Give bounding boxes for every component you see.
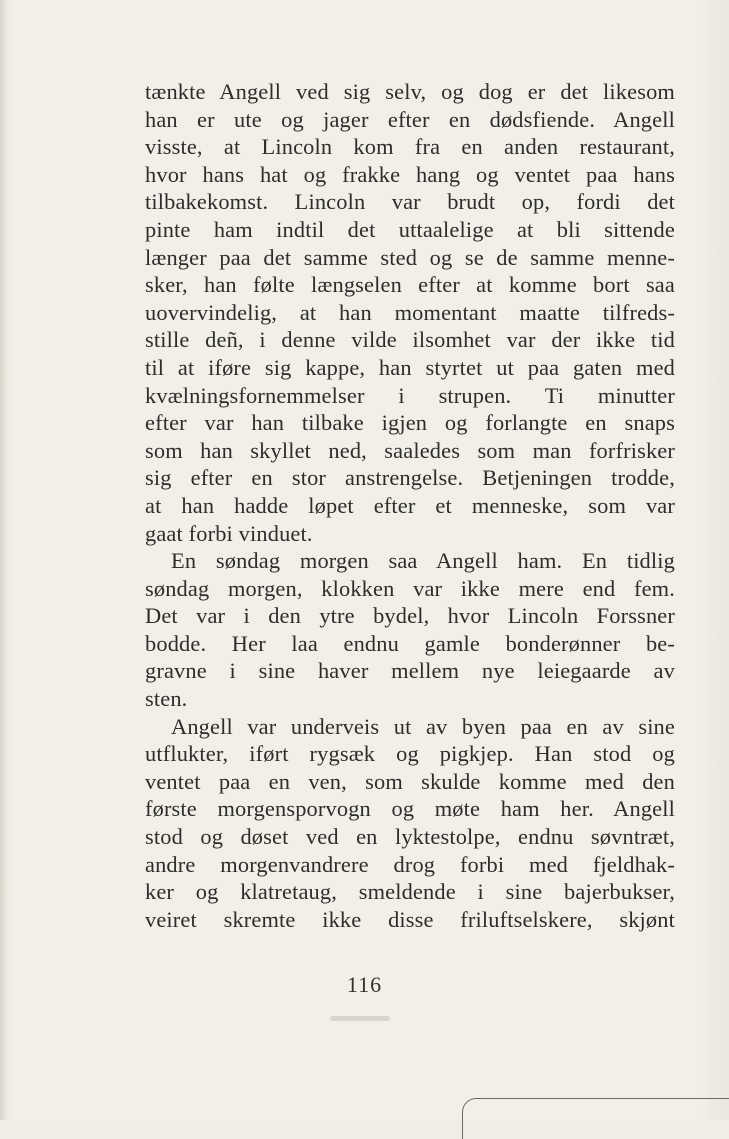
text-line: stille deñ, i denne vilde ilsomhet var der ikke tid: [145, 327, 675, 353]
text-line: efter var han tilbake igjen og forlangte en snaps: [145, 410, 675, 436]
text-line: kvælningsfornemmelser i strupen. Ti minutter: [145, 382, 675, 408]
text-line: søndag morgen, klokken var ikke mere end fem.: [145, 575, 675, 601]
text-line: stod og døset ved en lyktestolpe, endnu søvntræt,: [145, 824, 675, 850]
paragraph-2: [145, 547, 675, 713]
text-line: visste, at Lincoln kom fra en anden restaurant,: [145, 134, 675, 160]
text-line: tilbakekomst. Lincoln var brudt op, fordi det: [145, 189, 675, 215]
paragraph-3: [145, 713, 675, 934]
text-line: sten.: [145, 686, 188, 712]
text-line: veiret skremte ikke disse friluftselskere, skjønt: [145, 906, 675, 932]
text-line: gravne i sine haver mellem nye leiegaarde av: [145, 658, 675, 684]
text-line: til at iføre sig kappe, han styrtet ut paa gaten med: [145, 354, 675, 380]
text-line: tænkte Angell ved sig selv, og dog er det likesom: [145, 79, 675, 104]
text-line: ventet paa en ven, som skulde komme med den: [145, 768, 675, 794]
paragraph-1: [145, 78, 675, 547]
page-corner-curl: [462, 1098, 729, 1139]
text-line: første morgensporvogn og møte ham her. Angell: [145, 796, 675, 822]
text-line: ker og klatretaug, smeldende i sine bajerbukser,: [145, 879, 675, 905]
text-line: at han hadde løpet efter et menneske, som var: [145, 492, 675, 518]
page-edge-shadow: [0, 0, 6, 1120]
text-line: Det var i den ytre bydel, hvor Lincoln Forssner: [145, 603, 675, 629]
text-line: som han skyllet ned, saaledes som man forfrisker: [145, 437, 675, 463]
text-line: En søndag morgen saa Angell ham. En tidlig: [171, 548, 675, 574]
text-line: han er ute og jager efter en dødsfiende. Angell: [145, 106, 675, 132]
body-text: [145, 78, 675, 933]
paper-stain: [330, 1016, 390, 1021]
text-line: Angell var underveis ut av byen paa en av sine: [171, 713, 675, 739]
page-number: 116: [346, 972, 383, 997]
text-line: hvor hans hat og frakke hang og ventet paa hans: [145, 161, 675, 187]
text-line: sig efter en stor anstrengelse. Betjeningen trodde,: [145, 465, 675, 491]
text-line: gaat forbi vinduet.: [145, 520, 313, 546]
text-line: bodde. Her laa endnu gamle bonderønner be-: [145, 630, 675, 656]
text-line: uovervindelig, at han momentant maatte tilfreds-: [145, 299, 675, 325]
text-line: andre morgenvandrere drog forbi med fjeldhak-: [145, 851, 675, 877]
text-line: sker, han følte længselen efter at komme bort saa: [145, 272, 675, 298]
text-line: længer paa det samme sted og se de samme menne-: [145, 244, 675, 270]
text-line: utflukter, iført rygsæk og pigkjep. Han stod og: [145, 741, 675, 767]
text-line: pinte ham indtil det uttaalelige at bli sittende: [145, 216, 675, 242]
